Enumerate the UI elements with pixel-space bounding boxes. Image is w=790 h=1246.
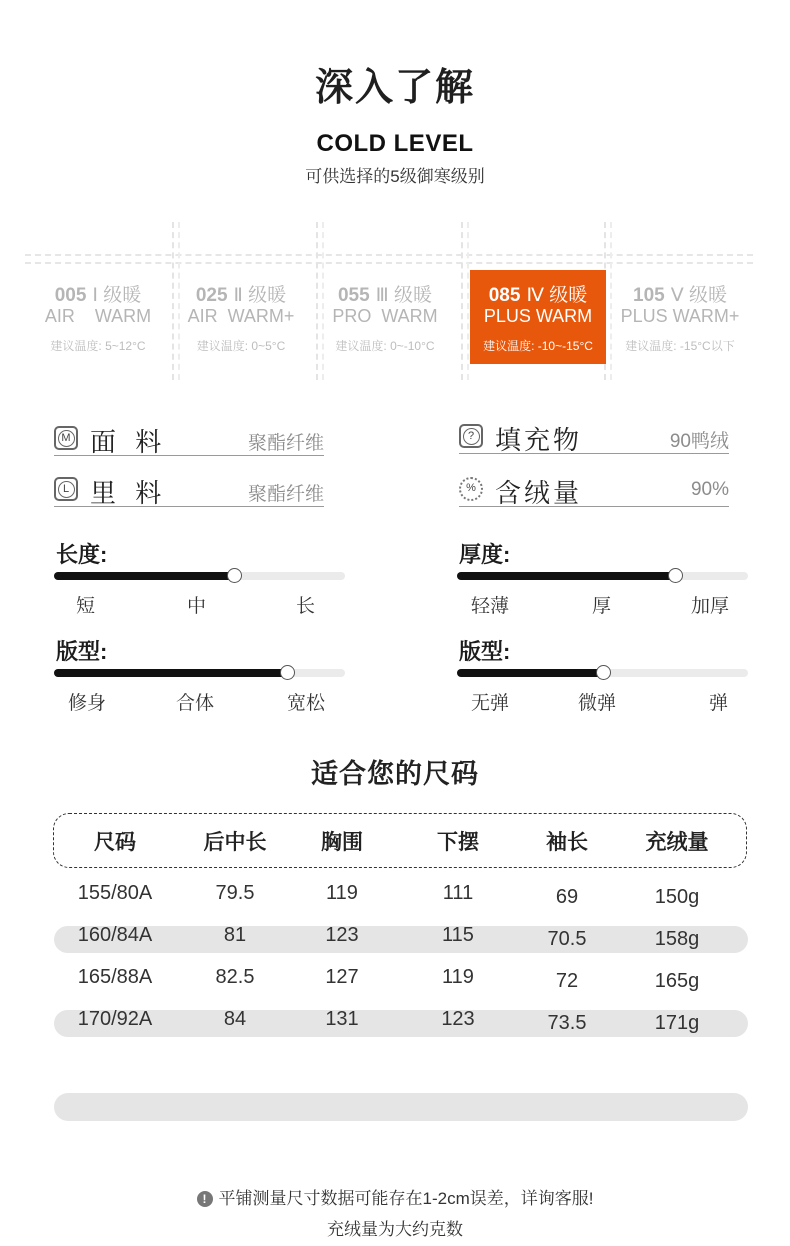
table-cell: 165g	[654, 970, 700, 992]
table-cell: 158g	[654, 928, 700, 950]
down-content-value: 90%	[690, 479, 729, 500]
fit-label-loose: 宽松	[287, 693, 326, 714]
level-temperature: 建议温度: 0~5°C	[196, 339, 286, 353]
level-grade: Ⅲ 级暖	[375, 285, 433, 306]
level-name: PLUS WARM+	[620, 306, 740, 326]
cold-level-card-105	[612, 270, 748, 364]
size-table-title: 适合您的尺码	[311, 759, 479, 789]
table-cell: 79.5	[215, 882, 255, 904]
level-grade: Ⅰ 级暖	[92, 285, 142, 306]
fit-label-slim: 修身	[68, 693, 107, 714]
lining-value: 聚酯纤维	[247, 484, 324, 505]
cold-level-card-085	[470, 270, 606, 364]
lining-icon: L	[54, 477, 78, 501]
level-temperature: 建议温度: 0~-10°C	[335, 339, 435, 353]
stretch-slider	[457, 669, 748, 677]
thickness-label-extra-thick: 加厚	[691, 596, 730, 617]
level-grade: Ⅳ 级暖	[526, 285, 588, 306]
thickness-slider	[457, 572, 748, 580]
table-cell: 115	[442, 924, 474, 946]
stretch-fill	[457, 669, 603, 677]
fit-slider	[54, 669, 345, 677]
table-cell: 72	[555, 970, 579, 992]
level-temperature: 建议温度: 5~12°C	[50, 339, 146, 353]
stretch-title: 版型:	[459, 639, 511, 664]
filling-label: 填充物	[495, 425, 583, 455]
table-cell: 131	[325, 1008, 359, 1030]
cold-level-card-055	[317, 270, 453, 364]
fit-label-regular: 合体	[176, 693, 215, 714]
level-name: AIR WARM+	[187, 306, 295, 326]
length-fill	[54, 572, 234, 580]
down-content-label: 含绒量	[495, 478, 583, 508]
fabric-label: 面 料	[90, 427, 168, 457]
length-slider	[54, 572, 345, 580]
cold-level-subheading: 可供选择的5级御寒级别	[305, 167, 485, 186]
table-cell: 84	[223, 1008, 247, 1030]
table-cell: 160/84A	[77, 924, 153, 946]
thickness-knob	[668, 568, 683, 583]
table-cell: 165/88A	[77, 966, 153, 988]
down-weight-note: 充绒量为大约克数	[327, 1220, 463, 1239]
level-name: AIR WARM	[44, 306, 152, 326]
stretch-label-stretch: 弹	[709, 693, 729, 714]
fabric-value: 聚酯纤维	[247, 433, 324, 454]
length-label-short: 短	[76, 596, 96, 617]
level-grade: Ⅴ 级暖	[670, 285, 727, 306]
stretch-knob	[596, 665, 611, 680]
table-cell: 81	[223, 924, 247, 946]
level-code: 025	[195, 285, 228, 306]
table-cell: 111	[442, 882, 474, 904]
table-cell: 127	[325, 966, 359, 988]
band-divider-top-2	[25, 262, 753, 264]
question-icon: ?	[459, 424, 483, 448]
exclamation-icon: !	[197, 1191, 213, 1207]
length-knob	[227, 568, 242, 583]
fit-fill	[54, 669, 287, 677]
level-name: PLUS WARM	[483, 306, 593, 326]
thickness-fill	[457, 572, 675, 580]
cold-level-heading: COLD LEVEL	[316, 130, 474, 157]
column-header: 胸围	[321, 831, 363, 854]
lining-row	[54, 473, 324, 507]
fit-knob	[280, 665, 295, 680]
stretch-label-slight: 微弹	[578, 693, 617, 714]
thickness-label-thick: 厚	[592, 596, 612, 617]
level-grade: Ⅱ 级暖	[233, 285, 287, 306]
fabric-row	[54, 422, 324, 456]
level-code: 085	[488, 285, 521, 306]
page-title: 深入了解	[314, 67, 475, 109]
column-header: 尺码	[94, 831, 136, 854]
table-cell: 150g	[654, 886, 700, 908]
band-divider-top	[25, 254, 753, 256]
table-cell: 123	[325, 924, 359, 946]
table-cell: 69	[555, 886, 579, 908]
table-cell: 171g	[654, 1012, 700, 1034]
column-header: 下摆	[437, 831, 479, 854]
level-temperature: 建议温度: -15°C以下	[625, 339, 735, 353]
measurement-note-text: 平铺测量尺寸数据可能存在1-2cm误差，详询客服!	[218, 1189, 594, 1208]
filling-value: 90鸭绒	[669, 431, 729, 452]
band-separator	[461, 222, 463, 380]
thickness-title: 厚度:	[459, 542, 511, 567]
length-title: 长度:	[56, 542, 108, 567]
cold-level-card-025	[173, 270, 309, 364]
table-cell: 119	[326, 882, 358, 904]
table-cell: 155/80A	[77, 882, 153, 904]
table-cell: 82.5	[215, 966, 255, 988]
cold-level-card-005	[30, 270, 166, 364]
column-header: 袖长	[546, 831, 588, 854]
level-temperature: 建议温度: -10~-15°C	[483, 339, 593, 353]
measurement-note	[0, 1184, 790, 1209]
table-cell: 123	[441, 1008, 475, 1030]
level-code: 005	[54, 285, 87, 306]
table-cell: 170/92A	[77, 1008, 153, 1030]
fit-title: 版型:	[56, 639, 108, 664]
down-content-row	[459, 473, 729, 507]
stretch-label-none: 无弹	[471, 693, 510, 714]
length-label-medium: 中	[187, 596, 207, 617]
level-code: 055	[337, 285, 370, 306]
fabric-icon: M	[54, 426, 78, 450]
level-name: PRO WARM	[332, 306, 438, 326]
thickness-label-thin: 轻薄	[471, 596, 510, 617]
table-cell: 70.5	[547, 928, 587, 950]
length-label-long: 长	[296, 596, 316, 617]
lining-label: 里 料	[90, 478, 168, 508]
level-code: 105	[633, 285, 665, 306]
empty-row-bar	[54, 1093, 748, 1121]
percent-icon: %	[459, 477, 483, 501]
column-header: 充绒量	[645, 831, 709, 854]
table-cell: 119	[442, 966, 474, 988]
table-cell: 73.5	[547, 1012, 587, 1034]
column-header: 后中长	[203, 831, 267, 854]
filling-row	[459, 420, 729, 454]
